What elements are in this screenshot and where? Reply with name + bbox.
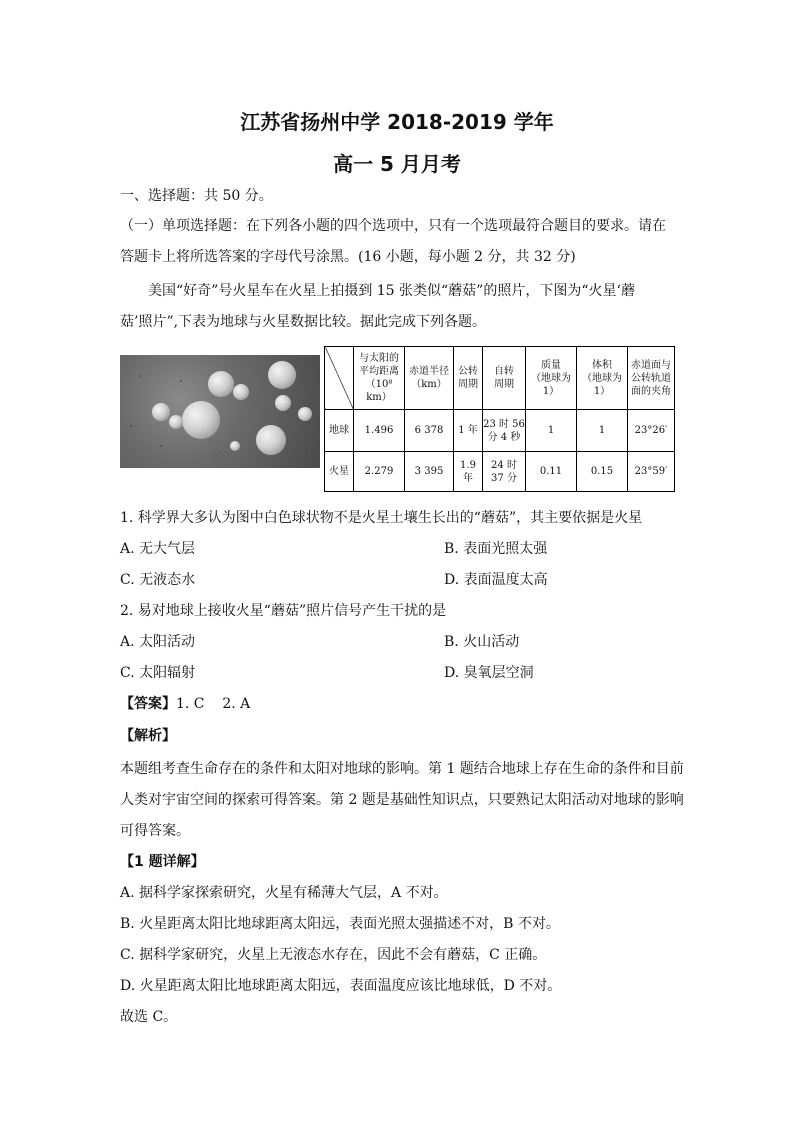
answer-line — [120, 694, 250, 714]
instructions-line-1: （一）单项选择题：在下列各小题的四个选项中，只有一个选项最符合题目的要求。请在 — [120, 218, 666, 234]
table-header-cell: 自转 周期 — [483, 347, 526, 410]
table-cell: 6 378 — [405, 410, 454, 452]
table-row-earth — [325, 410, 675, 452]
detail-1-c: C. 据科学家研究，火星上无液态水存在，因此不会有蘑菇，C 正确。 — [120, 947, 547, 963]
question-2-option-c: C. 太阳辐射 — [120, 665, 196, 681]
table-header-cell: 赤道面与 公转轨道 面的夹角 — [628, 347, 675, 410]
table-header-cell: 质量 （地球为 1） — [526, 347, 577, 410]
document-title: 江苏省扬州中学 2018-2019 学年 — [240, 110, 554, 134]
table-cell: 1.496 — [354, 410, 405, 452]
row-label-earth: 地球 — [325, 410, 354, 452]
analysis-line-3: 可得答案。 — [120, 823, 190, 839]
intro-line-2: 菇’照片”,下表为地球与火星数据比较。据此完成下列各题。 — [120, 314, 487, 330]
table-cell: 1 年 — [454, 410, 483, 452]
question-1-option-a: A. 无大气层 — [120, 541, 196, 557]
table-header-cell: 赤道半径 （km） — [405, 347, 454, 410]
question-1-option-d: D. 表面温度太高 — [444, 572, 548, 588]
answer-label: 【答案】 — [120, 696, 176, 712]
detail-1-conclusion: 故选 C。 — [120, 1009, 178, 1025]
table-cell: 2.279 — [354, 452, 405, 492]
detail-1-label: 【1 题详解】 — [120, 854, 205, 870]
table-cell: 3 395 — [405, 452, 454, 492]
table-cell: 24 时 37 分 — [483, 452, 526, 492]
table-corner-cell — [325, 347, 354, 410]
question-1-option-b: B. 表面光照太强 — [444, 541, 548, 557]
table-cell: 0.15 — [577, 452, 628, 492]
question-2-option-b: B. 火山活动 — [444, 634, 520, 650]
earth-mars-data-table — [324, 346, 675, 492]
analysis-line-1: 本题组考查生命存在的条件和太阳对地球的影响。第 1 题结合地球上存在生命的条件和目前 — [120, 761, 684, 777]
table-header-row — [325, 347, 675, 410]
table-header-cell: 体积 （地球为 1） — [577, 347, 628, 410]
analysis-line-2: 人类对宇宙空间的探索可得答案。第 2 题是基础性知识点，只要熟记太阳活动对地球的影响 — [120, 792, 684, 808]
table-cell: 1 — [577, 410, 628, 452]
table-cell: 23 时 56 分 4 秒 — [483, 410, 526, 452]
question-2-option-a: A. 太阳活动 — [120, 634, 196, 650]
table-header-cell: 公转 周期 — [454, 347, 483, 410]
table-cell: 1.9 年 — [454, 452, 483, 492]
instructions-line-2: 答题卡上将所选答案的字母代号涂黑。(16 小题，每小题 2 分，共 32 分) — [120, 249, 576, 265]
table-cell: 23°59′ — [628, 452, 675, 492]
row-label-mars: 火星 — [325, 452, 354, 492]
table-row-mars — [325, 452, 675, 492]
question-1-option-c: C. 无液态水 — [120, 572, 196, 588]
detail-1-a: A. 据科学家探索研究，火星有稀薄大气层，A 不对。 — [120, 885, 448, 901]
section-heading: 一、选择题：共 50 分。 — [120, 188, 273, 204]
document-subtitle: 高一 5 月月考 — [333, 152, 461, 176]
detail-1-d: D. 火星距离太阳比地球距离太阳远，表面温度应该比地球低，D 不对。 — [120, 978, 562, 994]
mars-mushroom-photo — [120, 355, 320, 468]
intro-line-1: 美国“好奇”号火星车在火星上拍摄到 15 张类似“蘑菇”的照片，下图为“火星‘蘑 — [148, 283, 635, 299]
analysis-label: 【解析】 — [120, 728, 176, 744]
answer-text: 1. C 2. A — [176, 696, 251, 712]
table-header-cell: 与太阳的 平均距离 （10⁸ km） — [354, 347, 405, 410]
question-2-stem: 2. 易对地球上接收火星“蘑菇”照片信号产生干扰的是 — [120, 603, 447, 619]
detail-1-b: B. 火星距离太阳比地球距离太阳远，表面光照太强描述不对，B 不对。 — [120, 916, 560, 932]
table-cell: 1 — [526, 410, 577, 452]
table-cell: 0.11 — [526, 452, 577, 492]
table-cell: 23°26′ — [628, 410, 675, 452]
question-2-option-d: D. 臭氧层空洞 — [444, 665, 534, 681]
question-1-stem: 1. 科学界大多认为图中白色球状物不是火星土壤生长出的“蘑菇”，其主要依据是火星 — [120, 510, 643, 526]
